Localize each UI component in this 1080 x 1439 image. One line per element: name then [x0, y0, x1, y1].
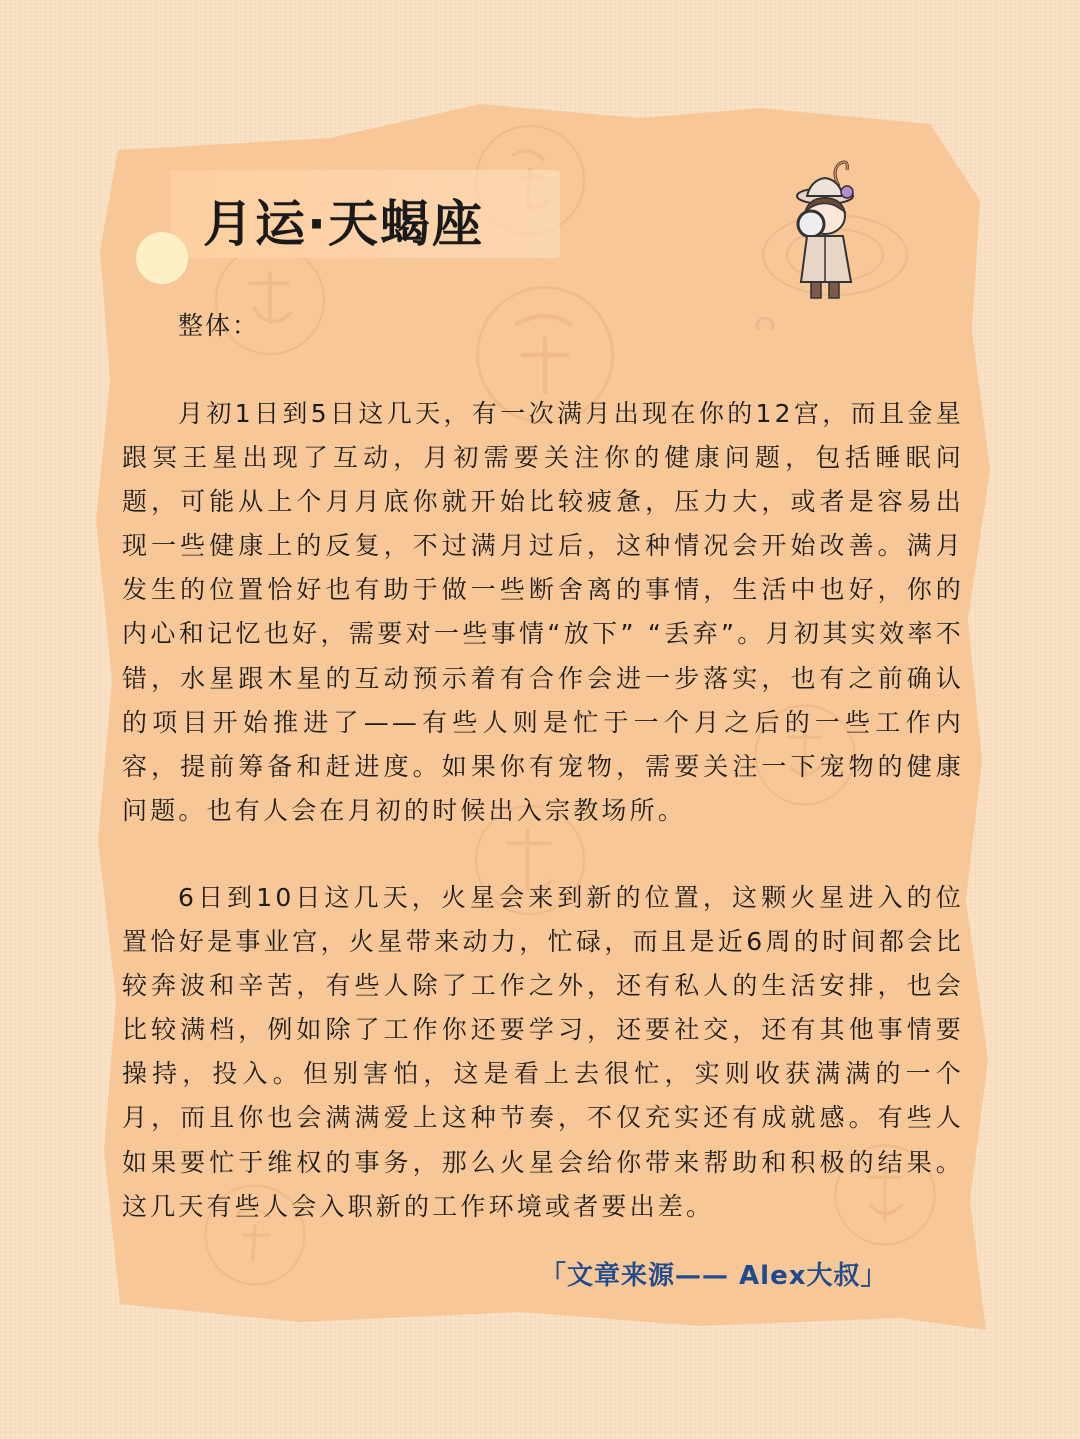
- title-decoration-dot: [136, 232, 188, 284]
- page-title: 月运·天蝎座: [203, 195, 484, 253]
- seal-stamp-icon: [210, 240, 330, 360]
- article-source-credit: 「文章来源—— Alex大叔」: [540, 1261, 888, 1291]
- detective-mascot-icon: [735, 150, 915, 330]
- section-label-overall: 整体：: [178, 311, 260, 340]
- paragraph-days-six-to-ten: 6日到10日这几天，火星会来到新的位置，这颗火星进入的位置恰好是事业宫，火星带来动力，忙碌，而且是近6周的时间都会比较奔波和辛苦，有些人除了工作之外，还有私人的生活安排，也会比较满档，例如除了工作你还要学习，还要社交，还有其他事情要操持，投入。但别害怕，这是看上去很忙，实则收获满满的一个月，而且你也会满满爱上这种节奏，不仅充实还有成就感。有些人如果要忙于维权的事务，那么火星会给你带来帮助和积极的结果。这几天有些人会入职新的工作环境或者要出差。: [122, 883, 964, 1221]
- paragraph-first-days: 月初1日到5日这几天，有一次满月出现在你的12宫，而且金星跟冥王星出现了互动，月初需要关注你的健康问题，包括睡眠问题，可能从上个月月底你就开始比较疲惫，压力大，或者是容易出现一些健康上的反复，不过满月过后，这种情况会开始改善。满月发生的位置恰好也有助于做一些断舍离的事情，生活中也好，你的内心和记忆也好，需要对一些事情“放下” “丢弃”。月初其实效率不错，水星跟木星的互动预示着有合作会进一步落实，也有之前确认的项目开始推进了——有些人则是忙于一个月之后的一些工作内容，提前筹备和赶进度。如果你有宠物，需要关注一下宠物的健康问题。也有人会在月初的时候出入宗教场所。: [122, 399, 964, 825]
